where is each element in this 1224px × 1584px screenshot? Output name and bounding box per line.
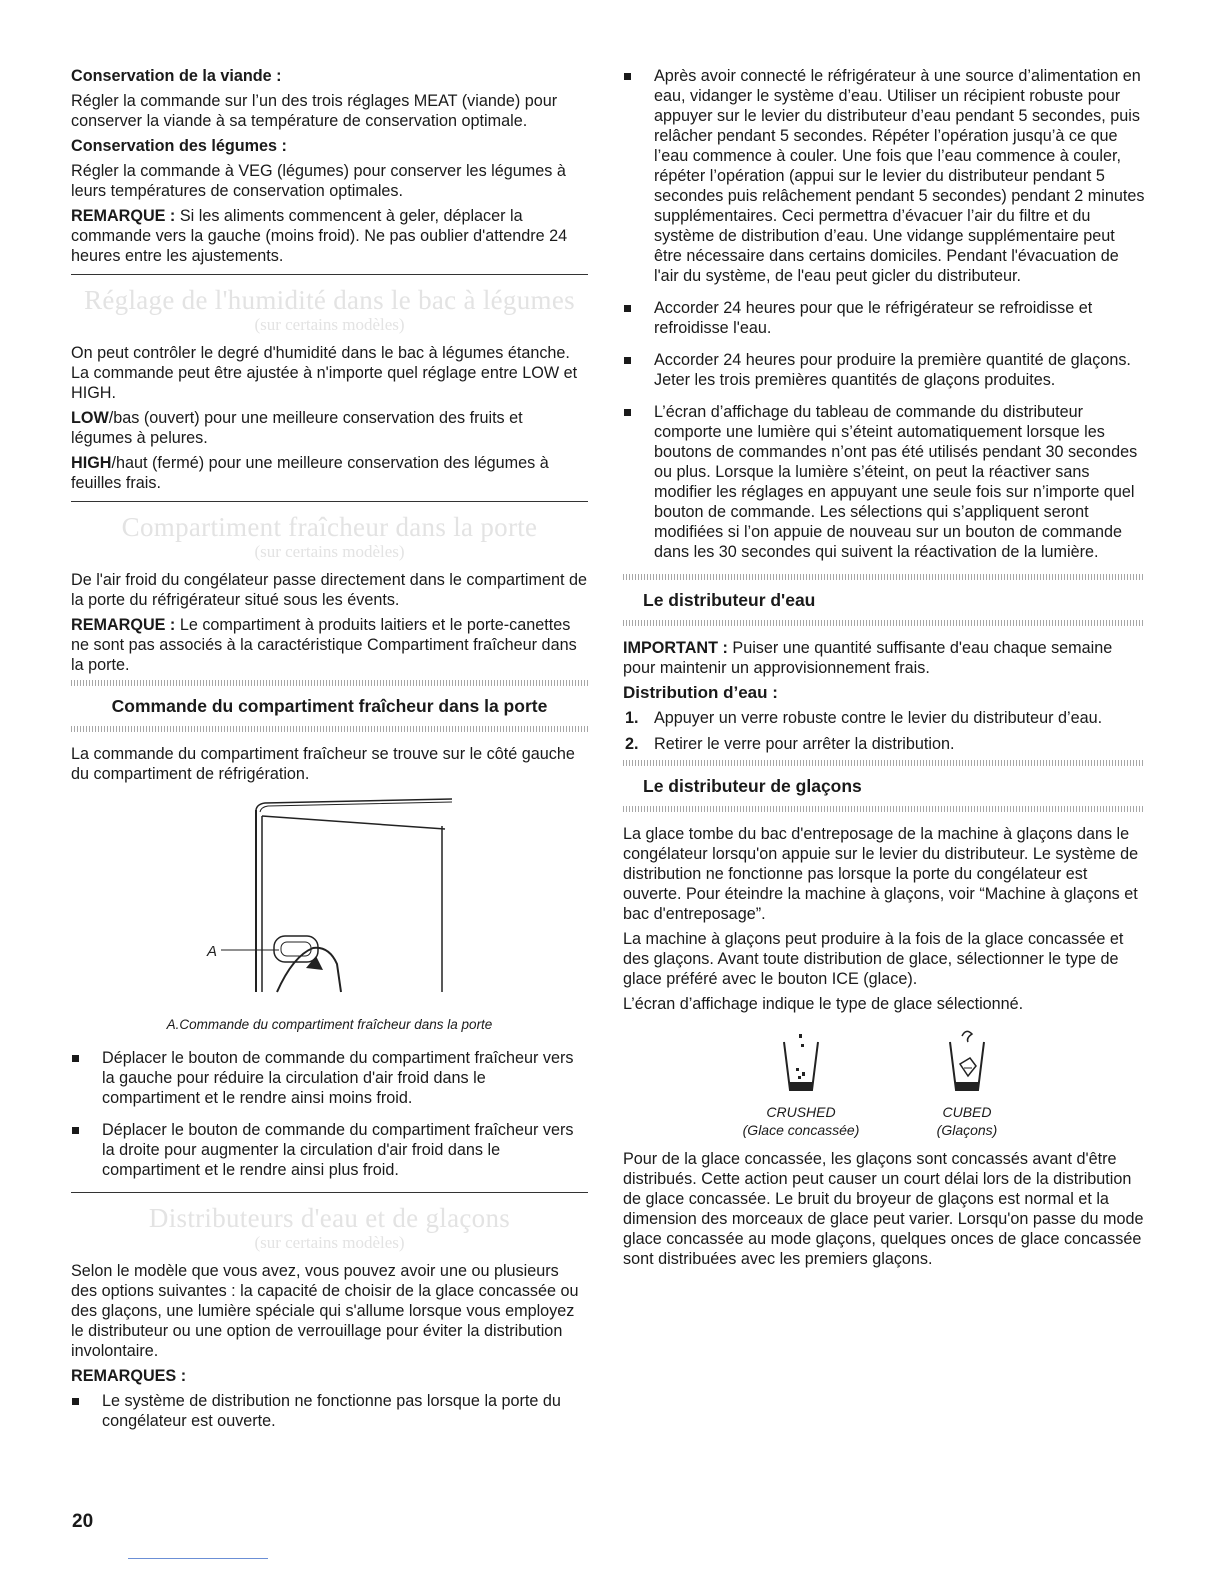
cubed-ice-option [902,1028,1032,1139]
remarque-paragraph [71,206,588,266]
remarque-paragraph [71,615,588,675]
list-item: Déplacer le bouton de commande du compartiment fraîcheur vers la gauche pour réduire la circulation d'air froid dans le compartiment et le rendre ainsi moins froid. [71,1048,588,1108]
remarque-label: REMARQUE : [71,207,176,225]
fresh-text: De l'air froid du congélateur passe directement dans le compartiment de la porte du réfrigérateur situé sous les évents. [71,571,587,609]
low-paragraph [71,408,588,448]
right-column [623,66,1145,1274]
footer-line [128,1558,268,1559]
left-column [71,66,588,1443]
section-divider [71,274,588,275]
dispensers-text: Selon le modèle que vous avez, vous pouvez avoir une ou plusieurs des options suivantes : la capacité de choisir de la glace concassée ou des glaçons, une lumière spéciale qui s'allume lorsque vous employez le distributeur ou une option de verrouillage pour éviter la distribution involontaire. [71,1262,579,1360]
humidity-text: On peut contrôler le degré d'humidité dans le bac à légumes étanche. La commande peut être ajustée à n'importe quel réglage entre LOW et HIGH. [71,344,578,402]
remarque-text: Le compartiment à produits laitiers et le porte-canettes ne sont pas associés à la caractéristique Compartiment fraîcheur dans la porte. [71,616,577,674]
bullet-square-icon [624,305,631,312]
list-item: L’écran d’affichage du tableau de commande du distributeur comporte une lumière qui s’éteint automatiquement lorsque les boutons de commandes n’ont pas été utilisés pendant 30 secondes ou plus. Lorsque la lumière s’éteint, on peut la réactiver sans modifier les réglages en appuyant une seule fois sur n’importe quel bouton de commande. Les sélections qui s’appliquent seront modifiées si l’on appuie de nouveau sur un bouton de commande dans les 30 secondes qui suivent la réactivation de la lumière. [623,402,1145,562]
bullet-square-icon [624,357,631,364]
bullet-square-icon [72,1398,79,1405]
crushed-ice-glass-icon [776,1028,826,1098]
remarque-label: REMARQUE : [71,616,176,634]
high-paragraph [71,453,588,493]
ice-heading: Le distributeur de glaçons [643,776,862,796]
dotted-band [623,806,1145,812]
dispensers-section-subtitle: (sur certains modèles) [254,1233,405,1252]
meat-heading: Conservation de la viande : [71,67,282,85]
fresh-section-title: Compartiment fraîcheur dans la porte [121,512,538,542]
ice-paragraph-1: La glace tombe du bac d'entreposage de la machine à glaçons dans le congélateur lorsqu'on appuie sur le levier du distributeur. Le système de distribution ne fonctionne pas lorsque la porte du congélateur est ouverte. Pour éteindre la machine à glaçons, voir “Machine à glaçons et bac d'entreposage”. [623,825,1139,923]
low-text: /bas (ouvert) pour une meilleure conservation des fruits et légumes à pelures. [71,409,523,447]
crushed-sublabel: (Glace concassée) [742,1122,860,1138]
list-item: Le système de distribution ne fonctionne pas lorsque la porte du congélateur est ouverte. [71,1391,588,1431]
fresh-section-subtitle: (sur certains modèles) [254,542,405,561]
dotted-band [623,574,1145,580]
humidity-section-subtitle: (sur certains modèles) [254,315,405,334]
important-paragraph [623,638,1145,678]
bullet-square-icon [624,73,631,80]
ice-paragraph-3: L’écran d’affichage indique le type de glace sélectionné. [623,995,1024,1013]
distribution-steps [623,708,1145,754]
high-text: /haut (fermé) pour une meilleure conservation des légumes à feuilles frais. [71,454,549,492]
list-item: Après avoir connecté le réfrigérateur à une source d’alimentation en eau, vidanger le système d’eau. Utiliser un récipient robuste pour appuyer sur le levier du distributeur d’eau pendant 5 secondes, puis relâcher pendant 5 secondes. Répéter l’opération jusqu’à ce que l’eau commence à couler. Une fois que l’eau commence à couler, répéter l’opération (appui sur le levier du distributeur pendant 5 secondes puis relâchement pendant 5 secondes) pendant 2 minutes supplémentaires. Ceci permettra d’évacuer l’air du filtre et du système de distribution d’eau. Une vidange supplémentaire peut être nécessaire dans certains domiciles. Pendant l'évacuation de l'air du système, de l'eau peut gicler du distributeur. [623,66,1145,286]
important-label: IMPORTANT : [623,639,728,657]
figure-caption: A.Commande du compartiment fraîcheur dans la porte [166,1017,493,1032]
dotted-band [71,680,588,686]
cubed-sublabel: (Glaçons) [936,1122,998,1138]
remarque-text: Si les aliments commencent à geler, déplacer la commande vers la gauche (moins froid). Ne pas oublier d'attendre 24 heures entre les ajustements. [71,207,568,265]
veg-heading: Conservation des légumes : [71,137,287,155]
fresh-control-figure [71,796,588,1016]
bullet-square-icon [624,409,631,416]
distribution-heading: Distribution d’eau : [623,683,778,702]
meat-text: Régler la commande sur l’un des trois réglages MEAT (viande) pour conserver la viande à sa température de conservation optimale. [71,92,558,130]
ice-paragraph-4: Pour de la glace concassée, les glaçons sont concassés avant d'être distribués. Cette action peut causer un court délai lors de la distribution de glace concassée. Le bruit du broyeur de glaçons est normal et la dimension des morceaux de glace peut varier. Lorsqu'on passe du mode glace concassée au mode glaçons, quelques onces de glace concassée sont distribuées avec les premiers glaçons. [623,1150,1144,1268]
water-heading: Le distributeur d'eau [643,590,816,610]
figure-label-a: A [207,943,218,960]
list-item: 1. Appuyer un verre robuste contre le levier du distributeur d’eau. [625,709,1103,727]
crushed-label: CRUSHED [766,1104,836,1120]
humidity-section-title: Réglage de l'humidité dans le bac à légumes [84,285,575,315]
dotted-band [623,760,1145,766]
bullet-square-icon [72,1055,79,1062]
dotted-band [71,726,588,732]
list-item: 2. Retirer le verre pour arrêter la distribution. [625,735,955,753]
crushed-ice-option [736,1028,866,1139]
bullet-square-icon [72,1127,79,1134]
setup-bullets [623,66,1145,562]
low-label: LOW [71,409,109,427]
page-number: 20 [72,1511,94,1532]
list-item: Accorder 24 heures pour que le réfrigérateur se refroidisse et refroidisse l'eau. [623,298,1145,338]
dispensers-section-title: Distributeurs d'eau et de glaçons [148,1203,511,1233]
cubed-ice-glass-icon [942,1028,992,1098]
ice-paragraph-2: La machine à glaçons peut produire à la fois de la glace concassée et des glaçons. Avant toute distribution de glace, sélectionner le type de glace préféré avec le bouton ICE (glace). [623,930,1124,988]
remarques-heading: REMARQUES : [71,1367,187,1385]
control-text: La commande du compartiment fraîcheur se trouve sur le côté gauche du compartiment de réfrigération. [71,745,575,783]
list-item: Déplacer le bouton de commande du compartiment fraîcheur vers la droite pour augmenter la circulation d'air froid dans le compartiment et le rendre ainsi plus froid. [71,1120,588,1180]
cubed-label: CUBED [942,1104,992,1120]
high-label: HIGH [71,454,112,472]
list-item: Accorder 24 heures pour produire la première quantité de glaçons. Jeter les trois premières quantités de glaçons produites. [623,350,1145,390]
refrigerator-door-illustration [71,796,588,1016]
section-divider [71,501,588,502]
ice-type-icons [623,1028,1145,1139]
section-divider [71,1192,588,1193]
control-heading: Commande du compartiment fraîcheur dans la porte [111,696,548,716]
remarques-bullets [71,1391,588,1431]
veg-text: Régler la commande à VEG (légumes) pour conserver les légumes à leurs températures de conservation optimales. [71,162,566,200]
important-text: Puiser une quantité suffisante d'eau chaque semaine pour maintenir un approvisionnement frais. [623,639,1113,677]
fresh-control-bullets [71,1048,588,1180]
dotted-band [623,620,1145,626]
